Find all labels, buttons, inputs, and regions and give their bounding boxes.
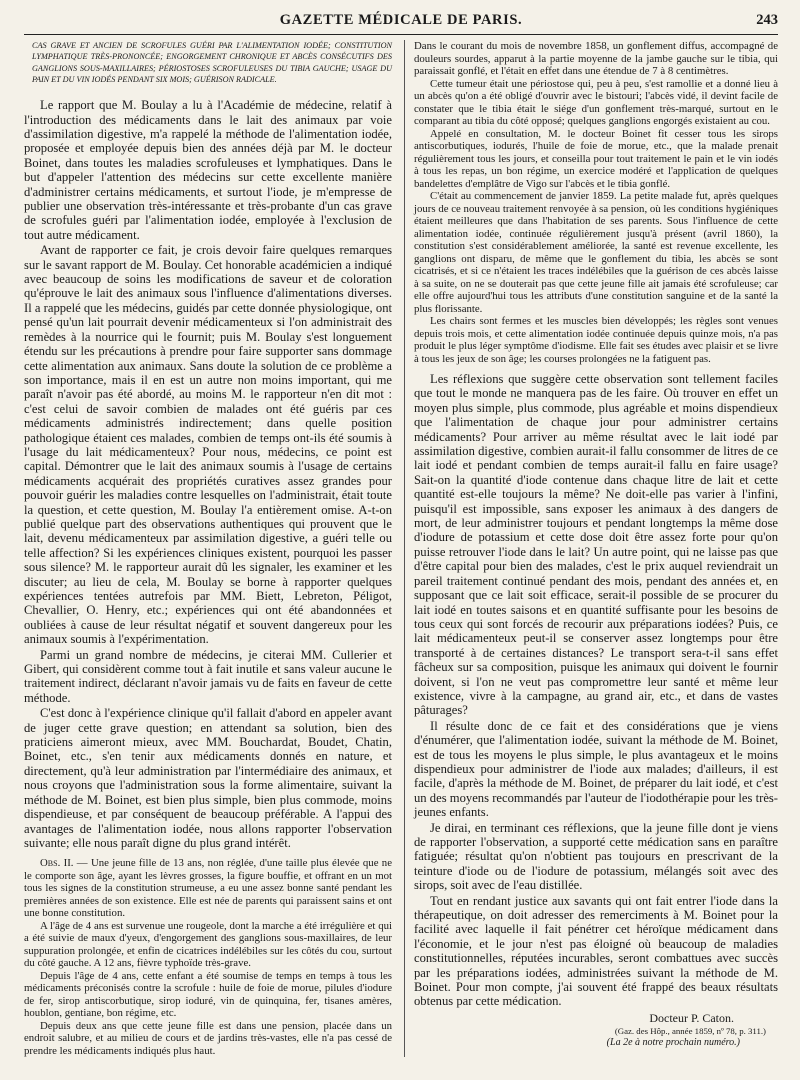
paragraph: Tout en rendant justice aux savants qui ont fait entrer l'iode dans la thérapeutique, on doit adresser des remerciments à M. Boinet pour la facilité avec laquelle il fait pénétrer cet héroïque médicament dans l'économie, et le jour n'est pas éloigné où beaucoup de maladies constitutionnelles, réputées incurables, seront combattues avec succès par les préparations iodées, administrées suivant la méthode de M. Boinet. Pour mon compte, j'ai souvent été frappé des beaux résultats obtenus par cette médication.	[414, 893, 778, 1009]
page-number: 243	[756, 12, 778, 28]
observation-paragraph	[24, 857, 392, 920]
author-signature: Docteur P. Caton.	[649, 1010, 734, 1025]
right-column	[404, 40, 778, 1057]
observation-paragraph: Dans le courant du mois de novembre 1858, un gonflement diffus, accompagné de douleurs sourdes, apparut à la partie moyenne de la jambe gauche sur le tibia, qui paraissait gonflé, et l'était en effet dans une étendue de 7 à 8 centimètres.	[414, 40, 778, 77]
observation-label: Obs. II. —	[40, 857, 88, 870]
page-header	[24, 8, 778, 35]
observation-paragraph: Les chairs sont fermes et les muscles bien développés; les règles sont venues depuis trois mois, et cette alimentation iodée continuée depuis quinze mois, n'a pas produit le plus léger symptôme d'iodisme. Elle fait ses études avec plaisir et se livre à tous les jeux de son âge; les courses prolongées ne la fatiguent pas.	[414, 315, 778, 365]
observation-paragraph: C'était au commencement de janvier 1859. La petite malade fut, après quelques jours de ce nouveau traitement renvoyée à sa pension, où les conditions hygiéniques étaient meilleures que dans l'habitation de ses parents. Sous l'influence de cette alimentation iodée, continuée régulièrement jusqu'à présent (avril 1860), la constitution s'est considérablement améliorée, la santé est revenue excellente, les ganglions ont disparu, de même que le gonflement du tibia, les abcès se sont cicatrisés, et si ce n'étaient les traces indélébiles que la guérison de ces abcès laisse à sa suite, on ne se douterait pas que cette jeune fille ait jamais été scrofuleuse; car elle offre aujourd'hui tous les attributs d'une constitution sanguine et de la santé la plus florissante.	[414, 190, 778, 315]
paragraph: Je dirai, en terminant ces réflexions, que la jeune fille dont je viens de rapporter l'observation, a supporté cette médication sans en paraître fatiguée; résultat qu'on n'obtient pas toujours en prescrivant de la teinture d'iode ou de l'iodure de potassium, mélangés soit avec des sirops, soit avec de l'eau distillée.	[414, 820, 778, 893]
continuation-note: (La 2e à notre prochain numéro.)	[606, 1036, 740, 1048]
observation-paragraph: Depuis deux ans que cette jeune fille est dans une pension, placée dans un endroit salubre, et au milieu de cours et de jardins très-vastes, elle n'a pas cessé de prendre les médicaments indiqués plus haut.	[24, 1019, 392, 1057]
observation-text: Une jeune fille de 13 ans, non réglée, d'une taille plus élevée que ne le comporte son âge, ayant les lèvres grosses, la figure bouffie, et offrant en un mot tous les signes de la constitution strumeuse, a eu une assez bonne santé pendant les premières années de son existence. Elle est née de parents qui paraissent sains et ont une bonne constitution.	[24, 857, 392, 920]
observation-paragraph: Cette tumeur était une périostose qui, peu à peu, s'est ramollie et a donné lieu à un abcès qu'on a été obligé d'ouvrir avec le bistouri; l'abcès vidé, il devint facile de constater que le tibia était le siége d'un gonflement très-marqué, surtout en le comparant au tibia du côté opposé; quelques ganglions engorgés existaient au cou.	[414, 77, 778, 127]
paragraph: Parmi un grand nombre de médecins, je citerai MM. Cullerier et Gibert, qui considèrent comme tout à fait inutile et sans valeur aucune le traitement indirect, déclarant n'avoir jamais vu de faits en faveur de cette méthode.	[24, 647, 392, 705]
left-column	[24, 40, 392, 1057]
observation-paragraph: Appelé en consultation, M. le docteur Boinet fit cesser tous les sirops antiscorbutiques, iodurés, l'huile de foie de morue, etc., que la malade prenait régulièrement tous les jours, et conseilla pour tout traitement le pain et le vin iodés à tous les repas, un bon régime, un exercice modéré et l'application de quelques bandelettes d'emplâtre de Vigo sur l'abcès et le tibia gonflé.	[414, 127, 778, 190]
observation-paragraph: Depuis l'âge de 4 ans, cette enfant a été soumise de temps en temps à tous les médicaments préconisés contre la scrofule : huile de foie de morue, pilules d'iodure de fer, sirop antiscorbutique, sirop ioduré, vin de quinquina, fer, tisanes amères, houblon, gentiane, bon régime, etc.	[24, 969, 392, 1020]
paragraph: Le rapport que M. Boulay a lu à l'Académie de médecine, relatif à l'introduction des médicaments dans le lait des animaux par voie d'assimilation digestive, m'a rappelé la méthode de l'alimentation iodée, proposée et employée depuis bien des années déjà par M. le docteur Boinet, dans toutes les maladies scrofuleuses et lymphatiques. Dans le but d'appeler l'attention des médecins sur cette excellente manière d'administrer certains médicaments, et surtout l'iode, je m'empresse de publier une observation très-intéressante et très-probante d'un cas grave de scrofules guéri par l'alimentation iodée, employée à l'exclusion de tout autre médicament.	[24, 98, 392, 242]
article-summary: CAS GRAVE ET ANCIEN DE SCROFULES GUÉRI PAR L'ALIMENTATION IODÉE; CONSTITUTION LYMPHATIQUE TRÈS-PRONONCÉE; ENGORGEMENT CHRONIQUE ET ABCÈS CONSÉCUTIFS DES GANGLIONS SOUS-MAXILLAIRES; PÉRIOSTOSES SCROFULEUSES DU TIBIA GAUCHE; USAGE DU PAIN ET DU VIN IODÉS PENDANT SIX MOIS; GUÉRISON RADICALE.	[32, 41, 392, 84]
paragraph: Les réflexions que suggère cette observation sont tellement faciles que tout le monde ne manquera pas de les faire. Où trouver en effet un moyen plus simple, plus commode, plus agréable et moins dispendieux que l'alimentation de chaque jour pour administrer certains médicaments? Pour arriver au même résultat avec le lait iodé par assimilation digestive, combien aurait-il fallu consommer de litres de ce lait iodé et pendant combien de temps aurait-il fallu en faire usage? Sait-on la quantité d'iode contenue dans chaque litre de lait et cette quantité est-elle toujours la même? Ne doit-elle pas varier à l'infini, puisqu'il est impossible, sans exposer les animaux à des dangers de mort, de leur administrer toujours et pendant longtemps la même dose d'iodure de potassium et cette dose doit être assez forte pour qu'on puisse retrouver l'iode dans le lait? Un autre point, qui ne laisse pas que d'être capital pour bien des malades, c'est le prix auquel reviendrait un pareil traitement continué pendant des mois, pendant des années et, en supposant que ce lait soit efficace, serait-il possible de se procurer du lait iodé en toutes saisons et en quantité suffisante pour les besoins de tous ceux qui sont forcés de recourir aux préparations iodées? Puis, ce lait médicamenteux peut-il se conserver assez longtemps pour être transporté à de certaines distances? Le transport sera-t-il sans effet fâcheux sur sa composition, puisque les animaux qui doivent le fournir doivent, si l'on ne veut pas compromettre leur santé et même leur existence, vivre à la campagne, au grand air, etc., et dans de vastes pâturages?	[414, 372, 778, 718]
paragraph: Avant de rapporter ce fait, je crois devoir faire quelques remarques sur le savant rapport de M. Boulay. Cet honorable académicien a indiqué avec beaucoup de soins les modifications de saveur et de coloration qu'éprouve le lait des animaux sous l'influence d'alimentations diverses. Il a rappelé que les médecins, guidés par cette donnée physiologique, ont pensé qu'un lait pourrait devenir médicamenteux si l'on administrait des remèdes à la nourrice qui le fournit; puis M. Boulay s'est longuement étendu sur les précautions à prendre pour faire supporter sans dommage cette alimentation aux animaux. Sans doute la solution de ce problème a son importance, mais il en est un autre non moins important, qui me paraît n'avoir pas été abordé, au moins M. le rapporteur n'en dit mot : c'est celui de savoir combien de malades ont été guéris par ces médicaments administrés indirectement; dans quelle position pathologique étaient ces malades, combien de temps ont-ils été soumis à l'usage du lait médicamenteux? Pour nous, médecins, ce point est capital. Démontrer que le lait des animaux soumis à l'usage de certains médicaments acquérait des propriétés curatives assez grandes pour pouvoir guérir les maladies contre lesquelles on l'administrait, était toute la question, et cette question, M. Boulay l'a entièrement omise. A-t-on publié quelque part des observations authentiques qui prouvent que le lait, devenu médicamenteux par assimilation digestive, a guéri telle ou telle affection? Si les expériences cliniques existent, pourquoi les passer sous silence? M. le rapporteur aurait dû les signaler, les examiner et les discuter; au lieu de cela, M. Boulay se borne à rapporter quelques expériences tentées autrefois par MM. Biett, Lebreton, Péligot, Chevallier, O. Henry, etc.; expériences qui ont été abandonnées et oubliées à cause de leur résultat négatif et souvent dangereux pour les animaux soumis à l'expérimentation.	[24, 243, 392, 647]
observation-paragraph: A l'âge de 4 ans est survenue une rougeole, dont la marche a été irrégulière et qui a été suivie de maux d'yeux, d'engorgement des ganglions sous-maxillaires, de leur suppuration prolongée, et enfin de cicatrices indélébiles sur les côtés du cou, surtout du côté gauche. A 12 ans, fièvre typhoïde très-grave.	[24, 919, 392, 970]
source-reference: (Gaz. des Hôp., année 1859, nº 78, p. 311.)	[614, 1025, 766, 1036]
paragraph: Il résulte donc de ce fait et des considérations que je viens d'énumérer, que l'alimentation iodée, suivant la méthode de M. Boinet, est de tous les moyens le plus simple, le plus avantageux et le moins dispendieux pour administrer de l'iode aux malades; d'ailleurs, il est facile, d'après la méthode de M. Boinet, de préparer du lait iodé, et c'est un des moyens recommandés par l'auteur de l'iodothérapie pour les très-jeunes enfants.	[414, 718, 778, 820]
journal-title: GAZETTE MÉDICALE DE PARIS.	[279, 12, 523, 28]
paragraph: C'est donc à l'expérience clinique qu'il fallait d'abord en appeler avant de juger cette grave question; en attendant sa solution, bien des praticiens aimeront mieux, avec MM. Bouchardat, Boudet, Chatin, Boinet, etc., s'en tenir aux médicaments donnés en nature, et directement, qu'à leur administration par l'intermédiaire des animaux, et nous croyons que l'administration sous la forme alimentaire, suivant la méthode de M. Boinet, est bien plus simple, bien plus commode, moins dispendieuse, et par conséquent de beaucoup préférable. A l'appui des avantages de l'alimentation iodée, nous allons rapporter l'observation suivante; elle nous paraît digne du plus grand intérêt.	[24, 706, 392, 850]
text-columns	[24, 40, 778, 1057]
